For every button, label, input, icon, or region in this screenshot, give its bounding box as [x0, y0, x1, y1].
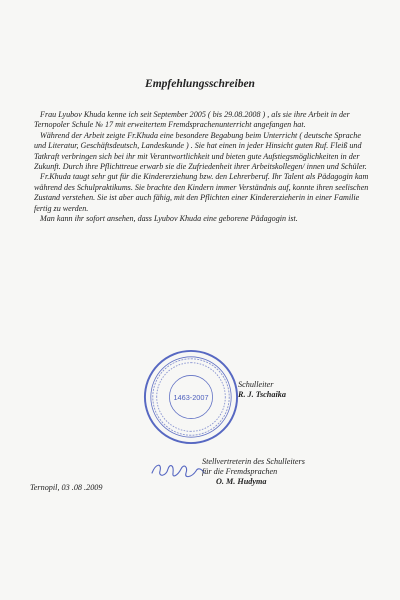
place-and-date: Ternopil, 03 .08 .2009 [30, 483, 103, 492]
paragraph-3: Fr.Khuda taugt sehr gut für die Kindererziehung bzw. den Lehrerberuf. Ihr Talent als Pädagogin kam während des Schulpraktikums. Sie brachte den Kindern immer Verständnis auf, konnte ihren seelischen Zustand verstehen. Sie ist aber auch fähig, mit den Pflichten einer Kindererzieherin in einer Familie fertig zu werden. [34, 172, 369, 213]
school-stamp-seal [142, 348, 240, 446]
paragraph-1: Frau Lyubov Khuda kenne ich seit September 2005 ( bis 29.08.2008 ) , als sie ihre Arbeit in der Ternopoler Schule № 17 mit erweitertem Fremdsprachenunterricht angefangen hat. [34, 110, 350, 130]
deputy-role-line1: Stellvertreterin des Schulleiters [202, 457, 305, 466]
letter-title: Empfehlungsschreiben [145, 78, 255, 90]
stamp-center-text: 1463-2007 [173, 392, 209, 402]
principal-role: Schulleiter [238, 380, 274, 389]
handwritten-signature [148, 455, 208, 485]
paragraph-2: Während der Arbeit zeigte Fr.Khuda eine besondere Begabung beim Unterricht ( deutsche Sprache und Literatur, Geschäftsdeutsch, Landeskunde ) . Sie hat einen in jeder Hinsicht guten Ruf. Fleiß und Tatkraft verbringen sich bei ihr mit Verantwortlichkeit und bieten gute Aufstiegsmöglichkeiten in der Zukunft. Durch ihre Pflichttreue erwarb sie die Zufriedenheit ihrer Arbeitskollegen/ innen und Schüler. [34, 130, 367, 172]
paragraph-4: Man kann ihr sofort ansehen, dass Lyubov Khuda eine geborene Pädagogin ist. [40, 214, 298, 224]
signature-block-deputy [202, 457, 305, 487]
principal-name: R. J. Tschaika [238, 390, 286, 399]
letter-body [34, 110, 374, 224]
signature-block-principal [238, 380, 286, 400]
deputy-role-line2: für die Fremdsprachen [202, 467, 278, 476]
deputy-name: O. M. Hudyma [216, 477, 267, 486]
